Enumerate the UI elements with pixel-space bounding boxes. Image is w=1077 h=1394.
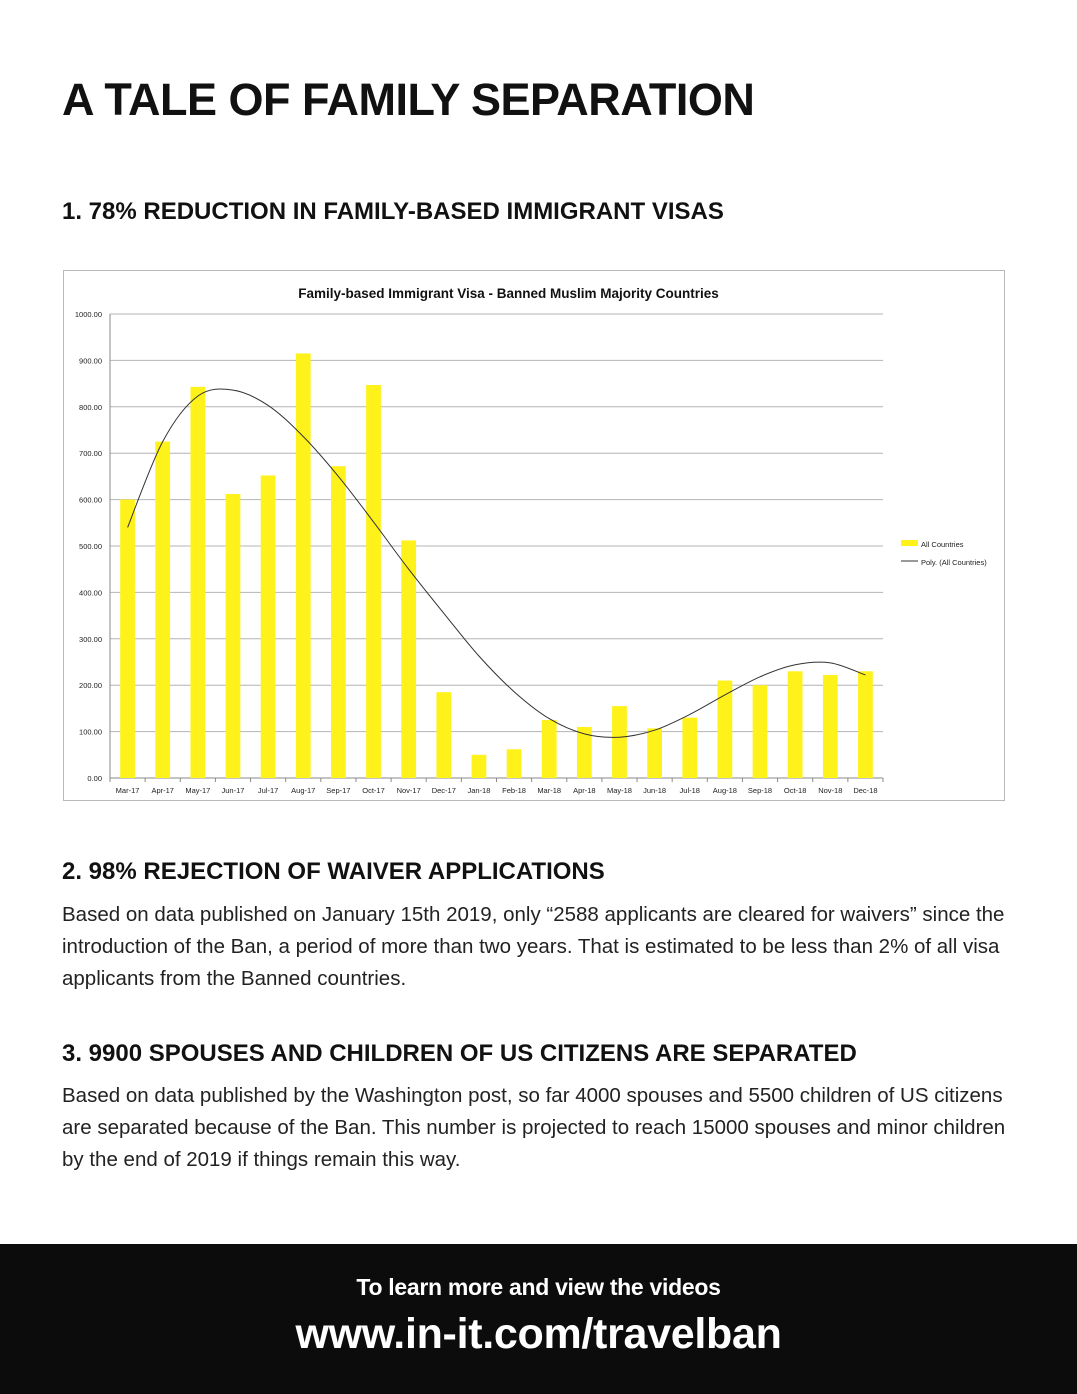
y-tick-label: 700.00 bbox=[79, 449, 102, 459]
x-tick-label: May-18 bbox=[606, 786, 632, 795]
x-tick-label: Feb-18 bbox=[502, 786, 526, 795]
bar-feb-18 bbox=[507, 749, 522, 778]
x-tick-label: Oct-18 bbox=[783, 786, 807, 795]
legend-label-trendline: Poly. (All Countries) bbox=[921, 558, 987, 567]
y-tick-label: 400.00 bbox=[79, 588, 102, 598]
bar-jan-18 bbox=[472, 755, 487, 778]
legend-label-bars: All Countries bbox=[921, 540, 964, 549]
bar-mar-18 bbox=[542, 720, 557, 778]
y-tick-label: 300.00 bbox=[79, 634, 102, 644]
x-tick-label: Aug-17 bbox=[291, 786, 316, 795]
y-tick-label: 800.00 bbox=[79, 402, 102, 412]
x-tick-label: Jan-18 bbox=[467, 786, 491, 795]
bar-apr-17 bbox=[155, 442, 170, 778]
legend-swatch-bars bbox=[901, 540, 918, 546]
x-tick-label: Dec-18 bbox=[853, 786, 878, 795]
bar-nov-18 bbox=[823, 675, 838, 778]
y-tick-label: 900.00 bbox=[79, 356, 102, 366]
x-tick-label: Aug-18 bbox=[712, 786, 737, 795]
x-tick-label: Jun-18 bbox=[643, 786, 667, 795]
section-3-body: Based on data published by the Washington post, so far 4000 spouses and 5500 children of US citizens are separated because of the Ban. This number is projected to reach 15000 spouses and minor children by the end of 2019 if things remain this way. bbox=[62, 1084, 1006, 1171]
footer-banner bbox=[0, 1244, 1077, 1394]
visa-chart bbox=[63, 270, 1005, 801]
section-1-heading: 1. 78% REDUCTION IN FAMILY-BASED IMMIGRANT VISAS bbox=[62, 198, 724, 225]
x-tick-label: Dec-17 bbox=[431, 786, 456, 795]
x-tick-label: Sep-18 bbox=[747, 786, 773, 795]
bar-jun-18 bbox=[647, 728, 662, 778]
x-tick-label: May-17 bbox=[185, 786, 211, 795]
y-tick-label: 0.00 bbox=[87, 774, 102, 783]
x-tick-label: Apr-17 bbox=[151, 786, 174, 795]
x-tick-label: Mar-17 bbox=[115, 786, 140, 795]
section-3-heading: 3. 9900 SPOUSES AND CHILDREN OF US CITIZENS ARE SEPARATED bbox=[62, 1040, 857, 1067]
bar-sep-17 bbox=[331, 466, 346, 778]
x-tick-label: Oct-17 bbox=[362, 786, 385, 795]
x-tick-label: Jul-18 bbox=[679, 786, 700, 795]
chart-svg bbox=[64, 271, 1004, 800]
bar-oct-17 bbox=[366, 385, 381, 778]
x-tick-label: Nov-17 bbox=[396, 786, 421, 795]
x-tick-label: Apr-18 bbox=[573, 786, 596, 795]
x-tick-label: Jul-17 bbox=[257, 786, 279, 795]
bar-may-18 bbox=[612, 706, 627, 778]
bar-jun-17 bbox=[226, 494, 241, 778]
chart-title: Family-based Immigrant Visa - Banned Muslim Majority Countries bbox=[298, 286, 719, 301]
x-tick-label: Jun-17 bbox=[221, 786, 245, 795]
y-tick-label: 600.00 bbox=[79, 495, 102, 505]
bar-may-17 bbox=[190, 387, 205, 778]
x-tick-label: Sep-17 bbox=[326, 786, 351, 795]
footer-subtitle: To learn more and view the videos bbox=[356, 1274, 721, 1300]
bar-mar-17 bbox=[120, 500, 135, 778]
bar-aug-17 bbox=[296, 353, 311, 778]
footer-url-link[interactable]: www.in-it.com/travelban bbox=[295, 1310, 782, 1358]
y-tick-label: 200.00 bbox=[79, 681, 102, 691]
bar-dec-18 bbox=[858, 671, 873, 778]
page-title: A TALE OF FAMILY SEPARATION bbox=[62, 74, 755, 125]
bar-jul-18 bbox=[682, 718, 697, 778]
section-2-heading: 2. 98% REJECTION OF WAIVER APPLICATIONS bbox=[62, 858, 605, 885]
section-2-body: Based on data published on January 15th 2019, only “2588 applicants are cleared for waivers” since the introduction of the Ban, a period of more than two years. That is estimated to be less than 2% of all visa applicants from the Banned countries. bbox=[62, 903, 1005, 990]
bar-sep-18 bbox=[753, 685, 768, 778]
bar-oct-18 bbox=[788, 671, 803, 778]
y-tick-label: 1000.00 bbox=[74, 310, 102, 319]
bar-jul-17 bbox=[261, 475, 276, 778]
bar-dec-17 bbox=[436, 692, 451, 778]
y-tick-label: 500.00 bbox=[79, 542, 102, 551]
y-tick-label: 100.00 bbox=[79, 727, 102, 737]
x-tick-label: Nov-18 bbox=[818, 786, 843, 795]
x-tick-label: Mar-18 bbox=[537, 786, 562, 795]
